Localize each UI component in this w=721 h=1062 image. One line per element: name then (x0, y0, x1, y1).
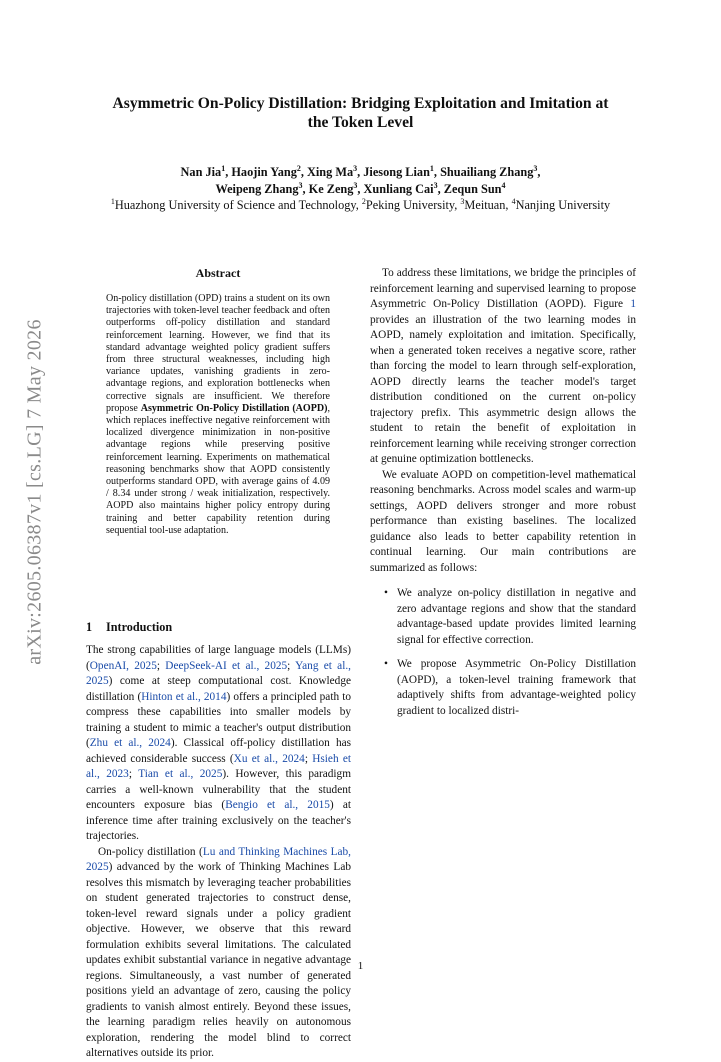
abstract-heading: Abstract (195, 266, 241, 280)
citation-link[interactable]: Hsieh et al., 2023 (86, 752, 352, 780)
bullet-icon: • (384, 658, 388, 670)
citation-link[interactable]: DeepSeek-AI et al., 2025 (165, 659, 288, 672)
section-heading-introduction: 1 Introduction (86, 620, 173, 634)
citation-link[interactable]: Bengio et al., 2015 (225, 799, 330, 811)
page-number: 1 (357, 960, 364, 972)
figure-reference-link[interactable]: 1 (630, 298, 636, 310)
author-list (60, 164, 661, 198)
author: Zequn Sun$^4$ (443, 180, 506, 196)
right-column (370, 266, 636, 728)
author: Shuailiang Zhang$^3$, (440, 163, 541, 179)
author: Nan Jia$^1$, (180, 163, 232, 179)
author: Xunliang Cai$^3$, (363, 180, 444, 196)
citation-link[interactable]: Xu et al., 2024 (233, 752, 305, 765)
citation-link[interactable]: Lu and Thinking Machines Lab, 2025 (86, 845, 352, 873)
list-item: • We propose Asymmetric On-Policy Distillation (AOPD), a token-level training framework that adaptively shifts from advantage-weighted policy gradient to localized distri- (384, 658, 636, 717)
affiliation-list (30, 197, 691, 213)
affiliation: $^3$Meituan, (460, 196, 512, 212)
abstract-text: On-policy distillation (OPD) trains a student on its own trajectories with token-level teacher feedback and often outperforms off-policy distillation and standard reinforcement learning. However, we find that its standard advantage weighted policy gradient suffers from three structural weaknesses, including high variance updates, vanishing gradients in zero-advantage regions, and exploration bottlenecks when corrective signals are insufficient. We therefore propose Asymmetric On-Policy Distillation (AOPD), which replaces ineffective negative reinforcement with localized divergence minimization in non-positive advantage regions while preserving positive reinforcement learning. Experiments on mathematical reasoning benchmarks show that AOPD consistently outperforms standard OPD, with average gains of 4.09 / 8.34 under strong / weak initialization, respectively. AOPD also maintains higher policy entropy during training and better capability retention during sequential tool-use adaptation. (106, 293, 330, 536)
affiliation: $^2$Peking University, (361, 196, 461, 212)
paper-title: Asymmetric On-Policy Distillation: Bridging Exploitation and Imitation at the Token Level (112, 95, 609, 131)
affiliation: $^4$Nanjing University (511, 196, 611, 212)
citation-link[interactable]: Hinton et al., 2014 (141, 690, 227, 703)
paragraph: The strong capabilities of large language models (LLMs) (OpenAI, 2025; DeepSeek-AI et al., 2025; Yang et al., 2025) come at steep computational cost. Knowledge distillation (Hinton et al., 2014) offers a principled path to compress these capabilities into smaller models by training a student to mimic a teacher's output distribution (Zhu et al., 2024). Classical off-policy distillation has achieved considerable success (Xu et al., 2024; Hsieh et al., 2023; Tian et al., 2025). However, this paradigm carries a well-known vulnerability that the student encounters exposure bias (Bengio et al., 2015) at inference time after training exclusively on the teacher's trajectories. (86, 644, 352, 842)
author: Xing Ma$^3$, (307, 163, 364, 179)
author: Haojin Yang$^2$, (231, 163, 307, 179)
author: Jiesong Lian$^1$, (363, 163, 441, 179)
contribution-list (370, 586, 636, 719)
method-name: Asymmetric On-Policy Distillation (AOPD) (140, 402, 328, 414)
author: Weipeng Zhang$^3$, (215, 180, 309, 196)
left-column (86, 643, 351, 1062)
bullet-icon: • (384, 587, 388, 599)
paragraph: We evaluate AOPD on competition-level mathematical reasoning benchmarks. Across model scales and warm-up settings, AOPD delivers stronger and more robust performance than existing baselines. The localized guidance also leads to better capability retention in continual learning. Our main contributions are summarized as follows: (370, 468, 636, 574)
citation-link[interactable]: Yang et al., 2025 (86, 659, 351, 687)
affiliation: $^1$Huazhong University of Science and Technology, (110, 196, 362, 212)
arxiv-identifier: arXiv:2605.06387v1 [cs.LG] 7 May 2026 (23, 319, 46, 665)
list-item: • We analyze on-policy distillation in negative and zero advantage regions and show that the standard advantage-based update provides limited learning signal for effective correction. (384, 587, 636, 646)
citation-link[interactable]: OpenAI, 2025 (89, 659, 157, 672)
citation-link[interactable]: Tian et al., 2025 (138, 768, 223, 780)
paragraph: To address these limitations, we bridge the principles of reinforcement learning and supervised learning to propose Asymmetric On-Policy Distillation (AOPD). Figure 1 provides an illustration of the two learning modes in AOPD, namely exploitation and imitation. Specifically, when a generated token receives a negative score, rather than forcing the model to learn through self-exploration, AOPD directly learns the teacher model's target distribution conditioned on the current on-policy trajectory prefix. This asymmetric design allows the student to retain the benefit of exploitation in reinforcement learning while receiving stronger correction at genuine optimization bottlenecks. (370, 267, 636, 465)
paragraph: On-policy distillation (Lu and Thinking Machines Lab, 2025) advanced by the work of Thinking Machines Lab resolves this mismatch by leveraging teacher probabilities on student generated trajectories to construct dense, token-level reward signals under a policy gradient objective. However, we observe that this reward formulation exhibits several limitations. The calculated updates exhibit substantial variance in negative advantage regions. Simultaneously, a vast number of generated positions yield an advantage of zero, causing the policy gradients to vanish almost entirely. Beyond these issues, the learning paradigm relies heavily on autonomous exploration, rendering the model blind to correct alternatives outside its prior. (86, 845, 352, 1059)
author: Ke Zeng$^3$, (308, 180, 364, 196)
citation-link[interactable]: Zhu et al., 2024 (89, 737, 171, 749)
